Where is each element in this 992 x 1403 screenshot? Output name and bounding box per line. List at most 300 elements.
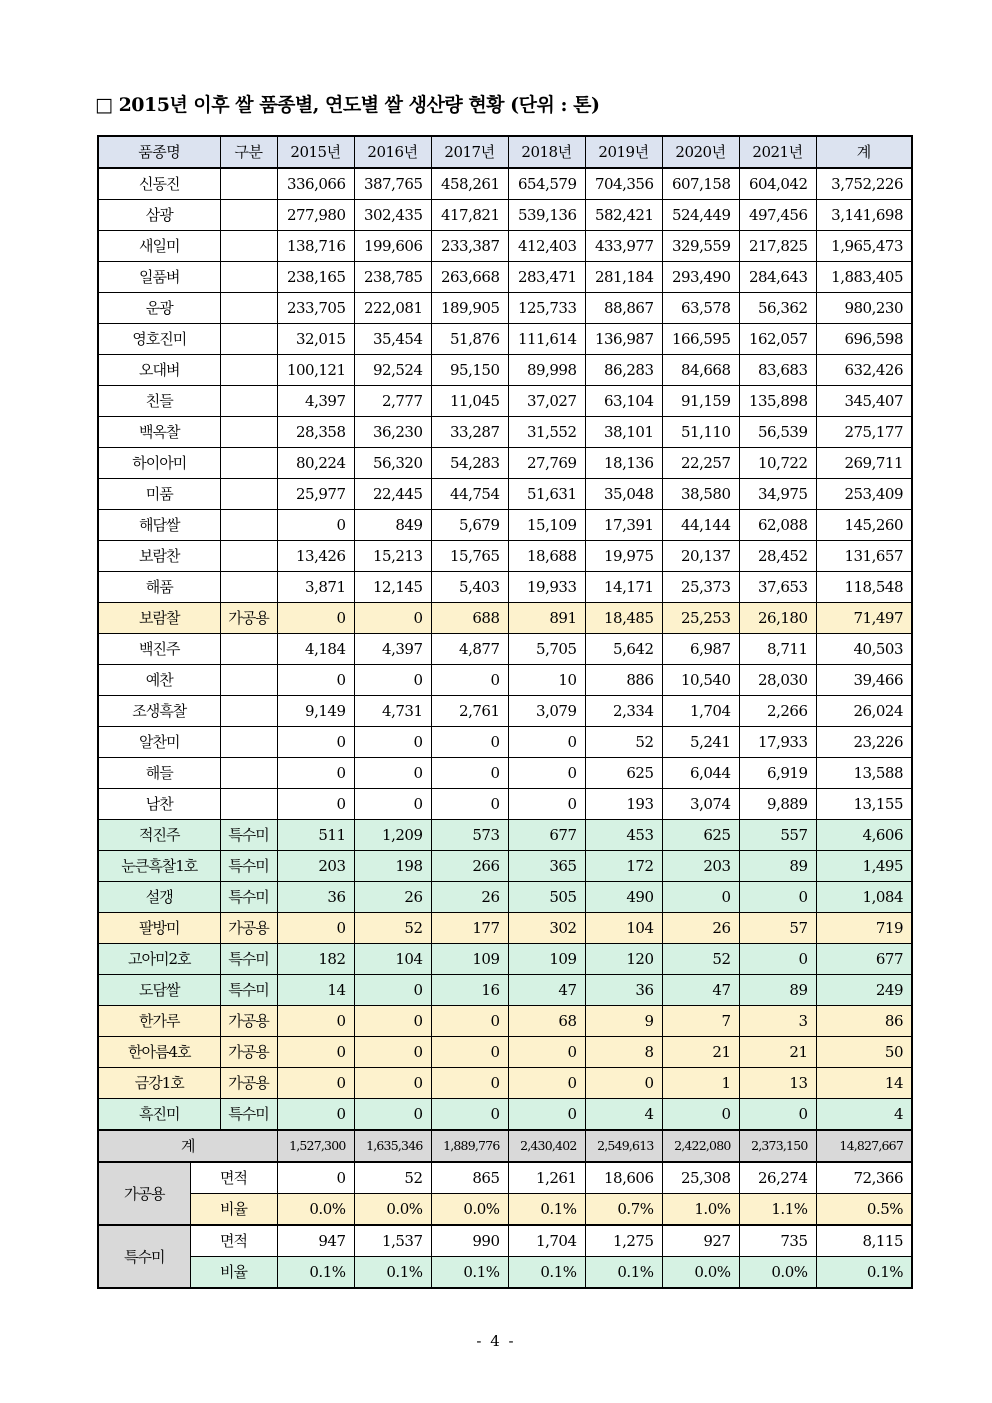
value-cell: 0	[508, 758, 585, 789]
value-cell: 2,777	[354, 386, 431, 417]
value-cell: 417,821	[431, 200, 508, 231]
variety-name-cell: 친들	[98, 386, 220, 417]
value-cell: 56,539	[739, 417, 816, 448]
value-cell: 891	[508, 603, 585, 634]
value-cell: 57	[739, 913, 816, 944]
value-cell: 524,449	[662, 200, 739, 231]
value-cell: 18,136	[585, 448, 662, 479]
row-total-cell: 632,426	[816, 355, 912, 386]
value-cell: 412,403	[508, 231, 585, 262]
table-area	[97, 135, 913, 1289]
value-cell: 28,358	[277, 417, 354, 448]
category-cell: 가공용	[220, 1068, 277, 1099]
value-cell: 80,224	[277, 448, 354, 479]
value-cell: 36	[585, 975, 662, 1006]
value-cell: 0	[431, 758, 508, 789]
value-cell: 34,975	[739, 479, 816, 510]
value-cell: 4,184	[277, 634, 354, 665]
variety-name-cell: 하이아미	[98, 448, 220, 479]
category-cell: 가공용	[220, 913, 277, 944]
category-cell	[220, 789, 277, 820]
value-cell: 92,524	[354, 355, 431, 386]
value-cell: 27,769	[508, 448, 585, 479]
row-total-cell: 269,711	[816, 448, 912, 479]
value-cell: 0	[277, 603, 354, 634]
row-total-cell: 23,226	[816, 727, 912, 758]
value-cell: 38,580	[662, 479, 739, 510]
value-cell: 120	[585, 944, 662, 975]
value-cell: 52	[662, 944, 739, 975]
value-cell: 365	[508, 851, 585, 882]
value-cell: 56,320	[354, 448, 431, 479]
table-row	[98, 851, 912, 882]
value-cell: 28,030	[739, 665, 816, 696]
variety-name-cell: 고아미2호	[98, 944, 220, 975]
category-cell: 특수미	[220, 851, 277, 882]
table-header	[98, 136, 912, 168]
row-total-cell: 4	[816, 1099, 912, 1131]
table-row	[98, 355, 912, 386]
variety-name-cell: 남찬	[98, 789, 220, 820]
value-cell: 37,027	[508, 386, 585, 417]
category-cell	[220, 510, 277, 541]
value-cell: 0	[354, 1099, 431, 1131]
value-cell: 284,643	[739, 262, 816, 293]
value-cell: 0	[354, 975, 431, 1006]
value-cell: 511	[277, 820, 354, 851]
variety-name-cell: 눈큰흑찰1호	[98, 851, 220, 882]
row-total-cell: 145,260	[816, 510, 912, 541]
value-cell: 89	[739, 851, 816, 882]
category-cell	[220, 634, 277, 665]
value-cell: 84,668	[662, 355, 739, 386]
variety-name-cell: 팔방미	[98, 913, 220, 944]
value-cell: 238,785	[354, 262, 431, 293]
value-cell: 539,136	[508, 200, 585, 231]
variety-name-cell: 미품	[98, 479, 220, 510]
table-row	[98, 231, 912, 262]
summary-value-cell: 0.1%	[508, 1257, 585, 1289]
table-row	[98, 975, 912, 1006]
grand-total-cell: 14,827,667	[816, 1130, 912, 1162]
value-cell: 51,110	[662, 417, 739, 448]
value-cell: 9	[585, 1006, 662, 1037]
value-cell: 25,977	[277, 479, 354, 510]
value-cell: 14,171	[585, 572, 662, 603]
value-cell: 35,048	[585, 479, 662, 510]
value-cell: 222,081	[354, 293, 431, 324]
value-cell: 0	[431, 1006, 508, 1037]
value-cell: 25,253	[662, 603, 739, 634]
summary-row	[98, 1257, 912, 1289]
summary-row-label: 비율	[190, 1257, 277, 1289]
value-cell: 88,867	[585, 293, 662, 324]
value-cell: 0	[354, 758, 431, 789]
variety-name-cell: 한가루	[98, 1006, 220, 1037]
summary-value-cell: 18,606	[585, 1162, 662, 1194]
value-cell: 62,088	[739, 510, 816, 541]
value-cell: 22,257	[662, 448, 739, 479]
category-cell	[220, 231, 277, 262]
row-total-cell: 86	[816, 1006, 912, 1037]
page-title: □ 2015년 이후 쌀 품종별, 연도별 쌀 생산량 현황 (단위 : 톤)	[95, 94, 600, 116]
summary-value-cell: 1,537	[354, 1225, 431, 1257]
summary-group-label: 특수미	[98, 1225, 190, 1288]
value-cell: 4,397	[354, 634, 431, 665]
value-cell: 10,540	[662, 665, 739, 696]
variety-name-cell: 도담쌀	[98, 975, 220, 1006]
table-row	[98, 417, 912, 448]
value-cell: 0	[739, 882, 816, 913]
variety-name-cell: 오대벼	[98, 355, 220, 386]
summary-value-cell: 0.1%	[431, 1257, 508, 1289]
category-cell: 가공용	[220, 603, 277, 634]
value-cell: 704,356	[585, 168, 662, 200]
value-cell: 6,919	[739, 758, 816, 789]
value-cell: 3,074	[662, 789, 739, 820]
value-cell: 100,121	[277, 355, 354, 386]
summary-row-label: 면적	[190, 1225, 277, 1257]
value-cell: 233,387	[431, 231, 508, 262]
value-cell: 68	[508, 1006, 585, 1037]
value-cell: 21	[662, 1037, 739, 1068]
summary-total-cell: 0.1%	[816, 1257, 912, 1289]
row-total-cell: 1,495	[816, 851, 912, 882]
value-cell: 37,653	[739, 572, 816, 603]
value-cell: 238,165	[277, 262, 354, 293]
value-cell: 125,733	[508, 293, 585, 324]
value-cell: 15,765	[431, 541, 508, 572]
value-cell: 83,683	[739, 355, 816, 386]
total-label-cell: 계	[98, 1130, 277, 1162]
value-cell: 17,391	[585, 510, 662, 541]
value-cell: 5,642	[585, 634, 662, 665]
table-row	[98, 479, 912, 510]
value-cell: 433,977	[585, 231, 662, 262]
value-cell: 54,283	[431, 448, 508, 479]
value-cell: 7	[662, 1006, 739, 1037]
summary-value-cell: 0.7%	[585, 1194, 662, 1226]
variety-name-cell: 삼광	[98, 200, 220, 231]
total-value-cell: 2,430,402	[508, 1130, 585, 1162]
variety-name-cell: 예찬	[98, 665, 220, 696]
row-total-cell: 1,084	[816, 882, 912, 913]
value-cell: 2,266	[739, 696, 816, 727]
value-cell: 15,109	[508, 510, 585, 541]
value-cell: 0	[508, 789, 585, 820]
total-row	[98, 1130, 912, 1162]
value-cell: 217,825	[739, 231, 816, 262]
category-cell	[220, 479, 277, 510]
value-cell: 52	[354, 913, 431, 944]
value-cell: 193	[585, 789, 662, 820]
value-cell: 0	[354, 1068, 431, 1099]
category-cell: 가공용	[220, 1006, 277, 1037]
value-cell: 95,150	[431, 355, 508, 386]
value-cell: 849	[354, 510, 431, 541]
value-cell: 0	[277, 1099, 354, 1131]
value-cell: 56,362	[739, 293, 816, 324]
summary-value-cell: 0	[277, 1162, 354, 1194]
row-total-cell: 14	[816, 1068, 912, 1099]
value-cell: 0	[585, 1068, 662, 1099]
summary-value-cell: 1,704	[508, 1225, 585, 1257]
value-cell: 0	[431, 1068, 508, 1099]
value-cell: 387,765	[354, 168, 431, 200]
value-cell: 104	[585, 913, 662, 944]
row-total-cell: 275,177	[816, 417, 912, 448]
value-cell: 2,334	[585, 696, 662, 727]
value-cell: 26	[354, 882, 431, 913]
header-cell: 2017년	[431, 136, 508, 168]
row-total-cell: 13,155	[816, 789, 912, 820]
value-cell: 0	[431, 789, 508, 820]
value-cell: 31,552	[508, 417, 585, 448]
value-cell: 47	[508, 975, 585, 1006]
value-cell: 277,980	[277, 200, 354, 231]
value-cell: 28,452	[739, 541, 816, 572]
value-cell: 573	[431, 820, 508, 851]
value-cell: 0	[354, 727, 431, 758]
value-cell: 0	[277, 758, 354, 789]
row-total-cell: 118,548	[816, 572, 912, 603]
table-row	[98, 324, 912, 355]
value-cell: 0	[431, 727, 508, 758]
value-cell: 0	[431, 1099, 508, 1131]
value-cell: 0	[354, 603, 431, 634]
value-cell: 5,403	[431, 572, 508, 603]
summary-value-cell: 1.0%	[662, 1194, 739, 1226]
row-total-cell: 39,466	[816, 665, 912, 696]
row-total-cell: 249	[816, 975, 912, 1006]
value-cell: 33,287	[431, 417, 508, 448]
value-cell: 266	[431, 851, 508, 882]
header-cell: 2020년	[662, 136, 739, 168]
value-cell: 177	[431, 913, 508, 944]
value-cell: 51,631	[508, 479, 585, 510]
header-row	[98, 136, 912, 168]
value-cell: 5,705	[508, 634, 585, 665]
value-cell: 557	[739, 820, 816, 851]
value-cell: 189,905	[431, 293, 508, 324]
summary-value-cell: 1,275	[585, 1225, 662, 1257]
production-table	[97, 135, 913, 1163]
value-cell: 4,397	[277, 386, 354, 417]
value-cell: 0	[277, 913, 354, 944]
table-row	[98, 541, 912, 572]
table-row	[98, 200, 912, 231]
table-row	[98, 262, 912, 293]
summary-value-cell: 0.0%	[277, 1194, 354, 1226]
header-cell: 품종명	[98, 136, 220, 168]
value-cell: 104	[354, 944, 431, 975]
variety-name-cell: 신동진	[98, 168, 220, 200]
value-cell: 14	[277, 975, 354, 1006]
table-row	[98, 168, 912, 200]
value-cell: 582,421	[585, 200, 662, 231]
value-cell: 329,559	[662, 231, 739, 262]
variety-name-cell: 보람찬	[98, 541, 220, 572]
summary-value-cell: 0.1%	[277, 1257, 354, 1289]
table-row	[98, 1037, 912, 1068]
value-cell: 604,042	[739, 168, 816, 200]
variety-name-cell: 한아름4호	[98, 1037, 220, 1068]
table-row	[98, 789, 912, 820]
value-cell: 0	[277, 1037, 354, 1068]
variety-name-cell: 알찬미	[98, 727, 220, 758]
table-row	[98, 727, 912, 758]
value-cell: 0	[508, 1037, 585, 1068]
header-cell: 2015년	[277, 136, 354, 168]
row-total-cell: 71,497	[816, 603, 912, 634]
value-cell: 3,871	[277, 572, 354, 603]
category-cell	[220, 355, 277, 386]
value-cell: 0	[739, 944, 816, 975]
value-cell: 44,754	[431, 479, 508, 510]
summary-value-cell: 1.1%	[739, 1194, 816, 1226]
value-cell: 0	[662, 882, 739, 913]
row-total-cell: 3,141,698	[816, 200, 912, 231]
summary-group-label: 가공용	[98, 1162, 190, 1225]
variety-name-cell: 적진주	[98, 820, 220, 851]
value-cell: 89,998	[508, 355, 585, 386]
value-cell: 293,490	[662, 262, 739, 293]
summary-value-cell: 26,274	[739, 1162, 816, 1194]
summary-value-cell: 865	[431, 1162, 508, 1194]
summary-row	[98, 1162, 912, 1194]
value-cell: 13,426	[277, 541, 354, 572]
summary-row	[98, 1225, 912, 1257]
value-cell: 0	[431, 665, 508, 696]
value-cell: 453	[585, 820, 662, 851]
value-cell: 35,454	[354, 324, 431, 355]
value-cell: 4	[585, 1099, 662, 1131]
value-cell: 138,716	[277, 231, 354, 262]
category-cell: 특수미	[220, 944, 277, 975]
category-cell	[220, 727, 277, 758]
value-cell: 0	[739, 1099, 816, 1131]
category-cell	[220, 293, 277, 324]
value-cell: 203	[662, 851, 739, 882]
summary-body	[98, 1162, 912, 1288]
row-total-cell: 4,606	[816, 820, 912, 851]
row-total-cell: 696,598	[816, 324, 912, 355]
variety-name-cell: 해들	[98, 758, 220, 789]
row-total-cell: 50	[816, 1037, 912, 1068]
total-value-cell: 2,422,080	[662, 1130, 739, 1162]
value-cell: 166,595	[662, 324, 739, 355]
value-cell: 490	[585, 882, 662, 913]
value-cell: 136,987	[585, 324, 662, 355]
variety-name-cell: 조생흑찰	[98, 696, 220, 727]
row-total-cell: 345,407	[816, 386, 912, 417]
variety-name-cell: 해담쌀	[98, 510, 220, 541]
value-cell: 0	[508, 1068, 585, 1099]
value-cell: 0	[662, 1099, 739, 1131]
summary-total-cell: 8,115	[816, 1225, 912, 1257]
value-cell: 182	[277, 944, 354, 975]
value-cell: 263,668	[431, 262, 508, 293]
variety-name-cell: 해품	[98, 572, 220, 603]
table-row	[98, 510, 912, 541]
value-cell: 91,159	[662, 386, 739, 417]
value-cell: 8,711	[739, 634, 816, 665]
summary-value-cell: 52	[354, 1162, 431, 1194]
table-row	[98, 634, 912, 665]
total-value-cell: 1,889,776	[431, 1130, 508, 1162]
value-cell: 89	[739, 975, 816, 1006]
summary-value-cell: 25,308	[662, 1162, 739, 1194]
row-total-cell: 131,657	[816, 541, 912, 572]
value-cell: 9,149	[277, 696, 354, 727]
value-cell: 10,722	[739, 448, 816, 479]
value-cell: 1	[662, 1068, 739, 1099]
variety-name-cell: 일품벼	[98, 262, 220, 293]
summary-value-cell: 0.1%	[508, 1194, 585, 1226]
value-cell: 0	[277, 1006, 354, 1037]
variety-name-cell: 보람찰	[98, 603, 220, 634]
variety-name-cell: 설갱	[98, 882, 220, 913]
value-cell: 677	[508, 820, 585, 851]
value-cell: 10	[508, 665, 585, 696]
header-cell: 2018년	[508, 136, 585, 168]
value-cell: 52	[585, 727, 662, 758]
value-cell: 6,044	[662, 758, 739, 789]
summary-value-cell: 0.0%	[354, 1194, 431, 1226]
row-total-cell: 980,230	[816, 293, 912, 324]
total-value-cell: 2,373,150	[739, 1130, 816, 1162]
table-row	[98, 448, 912, 479]
value-cell: 281,184	[585, 262, 662, 293]
summary-value-cell: 927	[662, 1225, 739, 1257]
value-cell: 688	[431, 603, 508, 634]
value-cell: 18,485	[585, 603, 662, 634]
value-cell: 111,614	[508, 324, 585, 355]
category-cell	[220, 324, 277, 355]
value-cell: 625	[585, 758, 662, 789]
value-cell: 21	[739, 1037, 816, 1068]
value-cell: 1,704	[662, 696, 739, 727]
row-total-cell: 13,588	[816, 758, 912, 789]
value-cell: 26	[431, 882, 508, 913]
value-cell: 8	[585, 1037, 662, 1068]
header-cell: 구분	[220, 136, 277, 168]
row-total-cell: 677	[816, 944, 912, 975]
value-cell: 2,761	[431, 696, 508, 727]
variety-name-cell: 영호진미	[98, 324, 220, 355]
value-cell: 0	[354, 1006, 431, 1037]
total-value-cell: 1,527,300	[277, 1130, 354, 1162]
value-cell: 63,104	[585, 386, 662, 417]
header-cell: 2016년	[354, 136, 431, 168]
summary-value-cell: 735	[739, 1225, 816, 1257]
value-cell: 51,876	[431, 324, 508, 355]
category-cell	[220, 696, 277, 727]
category-cell: 특수미	[220, 975, 277, 1006]
header-cell: 계	[816, 136, 912, 168]
value-cell: 0	[431, 1037, 508, 1068]
value-cell: 0	[277, 1068, 354, 1099]
table-row	[98, 758, 912, 789]
category-cell: 특수미	[220, 820, 277, 851]
value-cell: 0	[508, 1099, 585, 1131]
table-row	[98, 1006, 912, 1037]
header-cell: 2019년	[585, 136, 662, 168]
category-cell: 특수미	[220, 882, 277, 913]
total-value-cell: 2,549,613	[585, 1130, 662, 1162]
value-cell: 25,373	[662, 572, 739, 603]
value-cell: 18,688	[508, 541, 585, 572]
